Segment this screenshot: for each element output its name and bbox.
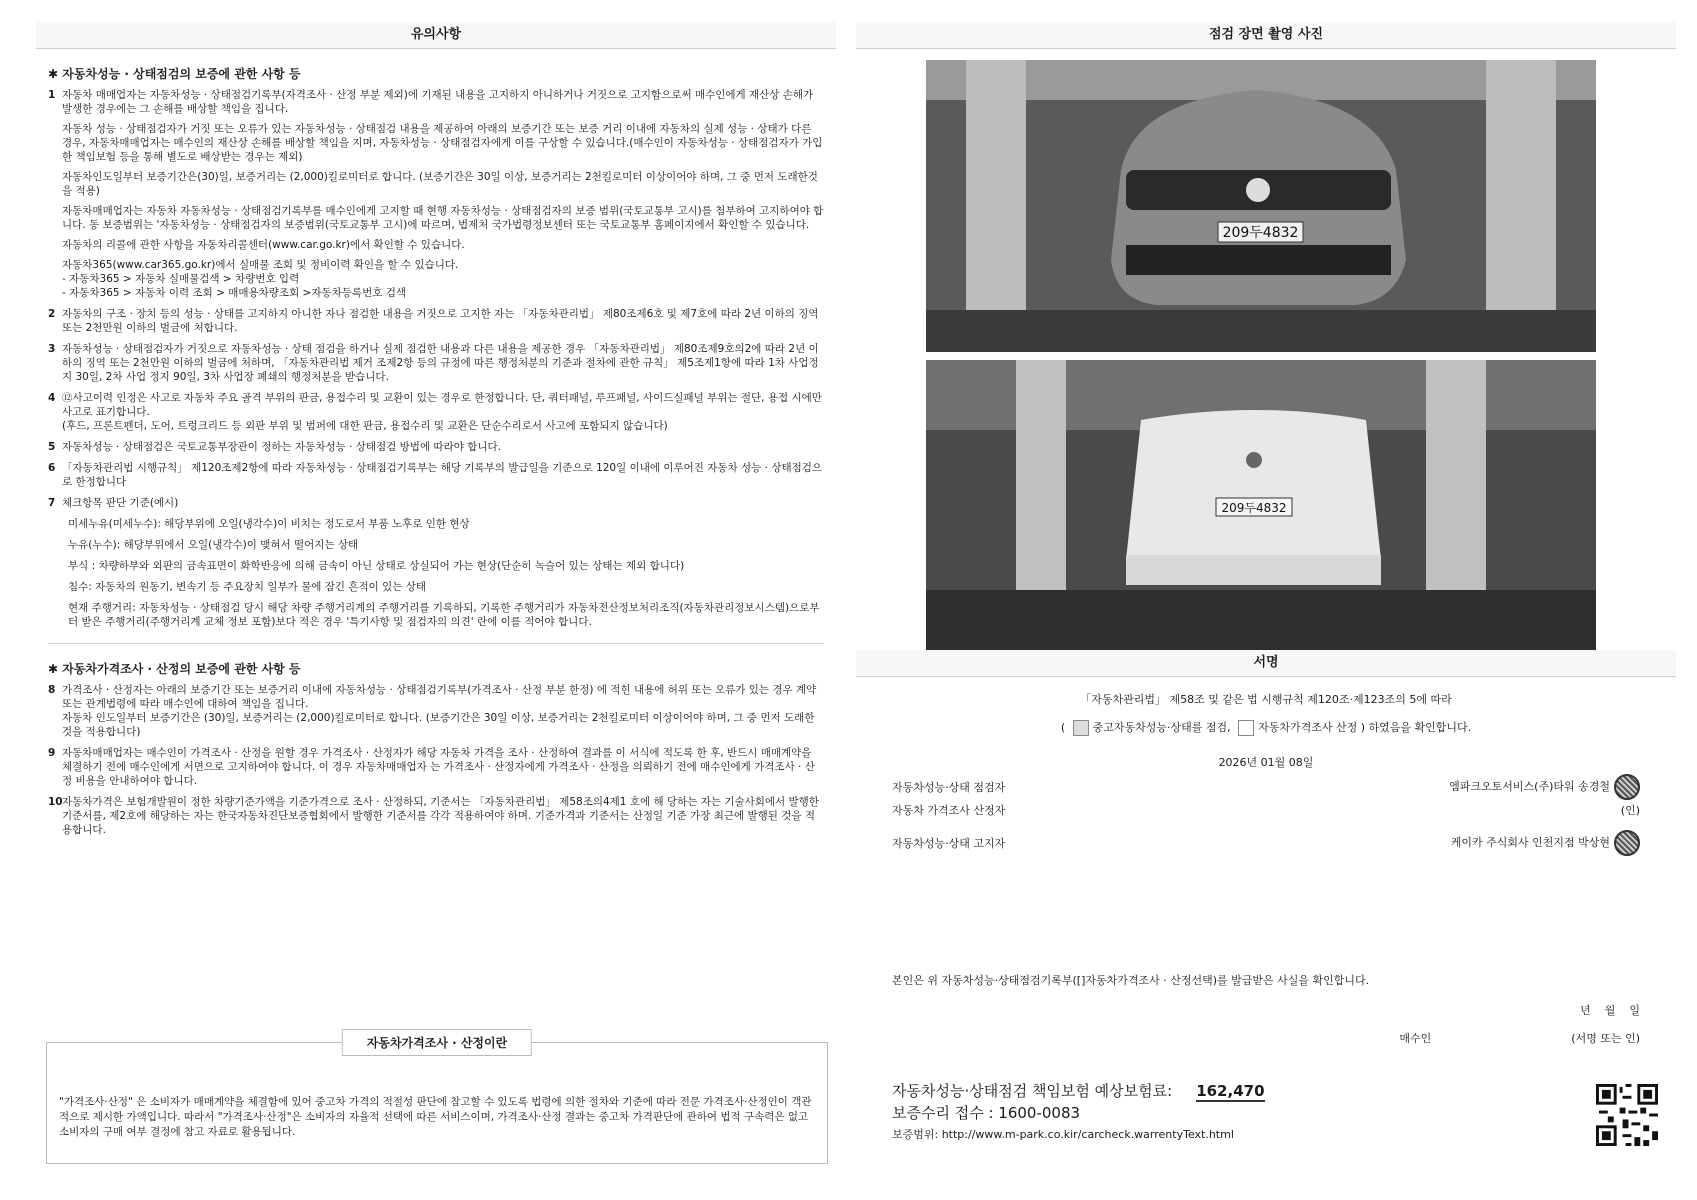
notice-item-4 [48, 391, 824, 433]
item-paragraph: 자동차 매매업자는 자동차성능 · 상태점검기록부(자격조사 · 산정 부분 제외)에 기재된 내용을 고지하지 아니하거나 거짓으로 고지함으로써 매수인에게 재산상 손해가 발생한 경우에는 그 손해를 배상할 책임을 집니다. [62, 89, 814, 115]
buyer-label: 매수인 [1399, 1032, 1432, 1045]
item-number: 8 [48, 684, 56, 696]
item-number: 10 [48, 796, 63, 808]
price-checkbox[interactable] [1238, 720, 1254, 736]
insurance-block [892, 1080, 1265, 1146]
notice-item-1 [48, 88, 824, 300]
repair-line: 보증수리 접수 : 1600-0083 [892, 1104, 1081, 1122]
item-number: 6 [48, 462, 56, 474]
price-info-title: 자동차가격조사 · 산정이란 [342, 1029, 532, 1056]
section2-items [48, 683, 824, 837]
buyer-line [892, 1030, 1640, 1046]
criteria-item: 현재 주행거리: 자동차성능 · 상태점검 당시 해당 차량 주행거리계의 주행거리를 기록하되, 기록한 주행거리가 자동차전산정보처리조직(자동차관리정보시스템)으로부터 받은 주행거리(주행거리계 교체 정보 포함)보다 적은 경우 '특기사항 및 점검자의 의견' 란에 이를 적어야 합니다. [68, 602, 820, 628]
signer-value [1449, 774, 1640, 800]
confirm-line: ( 중고자동차성능·상태를 점검, 자동차가격조사 산정 ) 하였음을 확인합니다. [1060, 721, 1472, 734]
signer-value [1451, 830, 1640, 856]
item-paragraph: 자동차성능 · 상태점검자가 거짓으로 자동차성능 · 상태 점검을 하거나 실제 점검한 내용과 다른 내용을 제공한 경우 「자동차관리법」 제80조제9호의2에 따라 2년 이하의 징역 또는 2천만원 이하의 벌금에 처하며, 「자동차관리법 제거 조제2항 등의 규정에 따른 행정처분의 기준과 절차에 관한 규칙」 제5조제1항에 따라 1차 사업정지 30일, 2차 사업 정지 90일, 3차 사업장 폐쇄의 행정처분을 받습니다. [62, 343, 819, 383]
item-paragraph: 자동차매매업자는 매수인이 가격조사 · 산정을 원할 경우 가격조사 · 산정자가 해당 자동차 가격을 조사 · 산정하여 결과를 이 서식에 적도록 한 후, 반드시 매매계약을 체결하기 전에 매수인에게 서면으로 고지하여야 합니다. 이 경우 자동차매매업자 는 가격조사 · 산정자에게 가격조사 · 산정을 의뢰하기 전에 매수인에게 가격조사 · 산정 비용을 안내하여야 합니다. [62, 747, 815, 787]
signer-label: 자동차성능·상태 점검자 [892, 781, 1006, 794]
item-paragraph: 자동차의 리콜에 관한 사항을 자동차리콜센터(www.car.go.kr)에서 확인할 수 있습니다. [62, 239, 465, 251]
rear-plate-text: 209두4832 [1221, 501, 1287, 515]
item-paragraph: 자동차가격은 보험개발원이 정한 차량기준가액을 기준가격으로 조사 · 산정하되, 기준서는 「자동차관리법」 제58조의4제1 호에 해 당하는 자는 기술사회에서 발행한기준서를, 제2호에 해당하는 자는 한국자동차진단보증협회에서 발행한 기준서를 각각 적용하여야 하며. 기준가격과 기준서는 산정일 기준 가장 최근에 발행된 것을 적용합니다. [62, 796, 819, 836]
item-number: 7 [48, 497, 56, 509]
signer-name: 엠파크오토서비스(주)타워 송경철 [1449, 780, 1610, 793]
notice-item-8 [48, 683, 824, 739]
notice-item-2 [48, 307, 824, 335]
signer-row [892, 830, 1640, 856]
scope-link[interactable]: 보증범위: http://www.m-park.co.kir/carcheck.warrentyText.html [892, 1128, 1234, 1141]
insurance-amount: 162,470 [1196, 1082, 1265, 1100]
inspection-checkbox[interactable] [1073, 720, 1089, 736]
signature-section [856, 650, 1676, 770]
item-number: 2 [48, 308, 56, 320]
inspection-photo-rear [926, 360, 1596, 652]
signer-label: 자동차 가격조사 산정자 [892, 804, 1006, 817]
inspection-photo-front [926, 60, 1596, 352]
front-plate-text: 209두4832 [1222, 225, 1299, 241]
item-paragraph: 가격조사 · 산정자는 아래의 보증기간 또는 보증거리 이내에 자동차성능 · 상태점검기록부(가격조사 · 산정 부분 한정) 에 적힌 내용에 허위 또는 오류가 있는 경우 계약 또는 관계법령에 따라 매수인에 대하여 책임을 집니다. 자동차 인도일부터 보증기간은 (30)일, 보증거리는 (2,000)킬로미터로 합니다. (보증기간은 30일 이상, 보증거리는 2천킬로미터 이상이어야 하며, 그 중 먼저 도래한 것을 적용합니다) [62, 684, 817, 738]
signer-value [1621, 802, 1640, 818]
criteria-item: 부식 : 차량하부와 외판의 금속표면이 화학반응에 의해 금속이 아닌 상태로 상실되어 가는 현상(단순히 녹슬어 있는 상태는 제외 합니다) [68, 560, 685, 572]
seal-stamp-icon [1614, 774, 1640, 800]
notice-item-6 [48, 461, 824, 489]
item-number: 9 [48, 747, 56, 759]
price-info-box [46, 1036, 828, 1164]
signer-row [892, 774, 1640, 800]
item-paragraph: 자동차인도일부터 보증기간은(30)일, 보증거리는 (2,000)킬로미터로 합니다. (보증기간은 30일 이상, 보증거리는 2천킬로미터 이상이어야 하며, 그 중 먼저 도래한것을 적용) [62, 171, 818, 197]
item-number: 1 [48, 89, 56, 101]
notice-content [36, 49, 836, 837]
notice-item-9 [48, 746, 824, 788]
rear-car-photo [926, 360, 1596, 652]
item-paragraph: 자동차매매업자는 자동차 자동차성능 · 상태점검기록부를 매수인에게 고지할 때 현행 자동차성능 · 상태점검자의 보증 범위(국토교통부 고시)를 첨부하여 고지하여야 합니다. 동 보증범위는 '자동차성능 · 상태점검자의 보증범위(국토교통부 고시)에 따르며, 법제처 국가법령정보센터 또는 국토교통부 홈페이지에서 확인할 수 있습니다. [62, 205, 824, 231]
qr-code-icon [1596, 1084, 1658, 1146]
seal-stamp-icon [1614, 830, 1640, 856]
item-paragraph: 체크항목 판단 기준(예시) [62, 497, 179, 509]
section1-items [48, 88, 824, 510]
notice-item-3 [48, 342, 824, 384]
buyer-sign: (서명 또는 인) [1571, 1032, 1640, 1045]
notice-item-5 [48, 440, 824, 454]
ymd-line: 년 월 일 [1580, 1004, 1640, 1017]
notice-column [36, 22, 836, 1182]
item-paragraph: 자동차 성능 · 상태점검자가 거짓 또는 오류가 있는 자동차성능 · 상태점검 내용을 제공하여 아래의 보증기간 또는 보증 거리 이내에 자동차의 실제 성능 · 상태가 다른 경우, 자동차매매업자는 매수인의 재산상 손해를 배상할 책임을 지며, 자동차성능 · 상태점검자에게 이를 구상할 수 있습니다.(매수인이 자동차성능 · 상태점검자가 가입한 책임보험 등을 통해 별도로 배상받는 경우는 제외) [62, 123, 823, 163]
item-body [62, 342, 824, 384]
criteria-item: 누유(누수): 해당부위에서 오일(냉각수)이 맺혀서 떨어지는 상태 [68, 539, 359, 551]
notice-item-7 [48, 496, 824, 510]
notice-item-10 [48, 795, 824, 837]
photo-header: 점검 장면 촬영 사진 [856, 22, 1676, 49]
item-body [62, 307, 824, 335]
item-body [62, 683, 824, 739]
signer-row [892, 802, 1640, 818]
price-info-text: "가격조사·산정" 은 소비자가 매매계약을 체결함에 있어 중고차 가격의 적절성 판단에 참고할 수 있도록 법령에 의한 절차와 기준에 따라 전문 가격조사·산정인이 객관적으로 제시한 가액입니다. 따라서 "가격조사·산정"은 소비자의 자율적 선택에 따른 서비스이며, 가격조사·산정 결과는 중고차 가격판단에 관하여 법적 구속력은 없고 소비자의 구매 여부 결정에 참고 자료로 활용됩니다. [59, 1096, 812, 1138]
section1-title: ✱ 자동차성능 · 상태점검의 보증에 관한 사항 등 [48, 67, 301, 81]
item-paragraph: 「자동차관리법 시행규칙」 제120조제2항에 따라 자동차성능 · 상태점검기록부는 해당 기록부의 발급일을 기준으로 120일 이내에 이루어진 자동차 성능 · 상태점검으로 한정합니다 [62, 462, 823, 488]
item-number: 5 [48, 441, 56, 453]
item-number: 3 [48, 343, 56, 355]
issue-confirm: 본인은 위 자동차성능·상태점검기록부([]자동차가격조사 · 산정선택)를 발급받은 사실을 확인합니다. [892, 974, 1370, 987]
item-paragraph: 자동차성능 · 상태점검은 국토교통부장관이 정하는 자동차성능 · 상태점검 방법에 따라야 합니다. [62, 441, 501, 453]
signer-name: 케이카 주식회사 인천지점 박상현 [1450, 836, 1610, 849]
sign-date: 2026년 01월 08일 [1218, 756, 1314, 769]
item-body [62, 440, 824, 454]
item-number: 4 [48, 392, 56, 404]
item-body [62, 496, 824, 510]
insurance-label: 자동차성능·상태점검 책임보험 예상보험료: [892, 1082, 1173, 1100]
divider [48, 643, 824, 644]
notice-header: 유의사항 [36, 22, 836, 49]
item-body [62, 746, 824, 788]
photo-sign-column [856, 22, 1676, 1182]
signer-name: (인) [1620, 804, 1640, 817]
item-body [62, 795, 824, 837]
criteria-item: 미세누유(미세누수): 해당부위에 오일(냉각수)이 비치는 정도로서 부품 노후로 인한 현상 [68, 518, 470, 530]
criteria-item: 침수: 자동차의 원동기, 변속기 등 주요장치 일부가 물에 잠긴 흔적이 있는 상태 [68, 581, 427, 593]
criteria-list [68, 517, 824, 629]
item-body [62, 88, 824, 300]
sign-header: 서명 [856, 650, 1676, 677]
item-paragraph: 자동차의 구조 · 장치 등의 성능 · 상태를 고지하지 아니한 자나 점검한 내용을 거짓으로 고지한 자는 「자동차관리법」 제80조제6호 및 제7호에 따라 2년 이하의 징역 또는 2천만원 이하의 벌금에 처합니다. [62, 308, 819, 334]
item-body [62, 461, 824, 489]
item-body [62, 391, 824, 433]
document-page [36, 22, 1676, 1182]
law-text: 「자동차관리법」 제58조 및 같은 법 시행규칙 제120조·제123조의 5에 따라 [1080, 693, 1452, 706]
item-paragraph: ⑫사고이력 인정은 사고로 자동차 주요 골격 부위의 판금, 용접수리 및 교환이 있는 경우로 한정합니다. 단, 쿼터패널, 루프패널, 사이드실패널 부위는 절단, 용접 시에만 사고로 표기합니다. (후드, 프론트펜더, 도어, 트렁크리드 등 외판 부위 및 범퍼에 대한 판금, 용접수리 및 교환은 단순수리로서 사고에 포함되지 않습니다) [62, 392, 822, 432]
front-car-photo [926, 60, 1596, 352]
item-paragraph: 자동차365(www.car365.go.kr)에서 실매물 조회 및 정비이력 확인을 할 수 있습니다. - 자동차365 > 자동차 실매물검색 > 차량번호 입력 - 자동차365 > 자동차 이력 조회 > 매매용차량조회 >자동차등록번호 검색 [62, 259, 459, 299]
signer-label: 자동차성능·상태 고지자 [892, 837, 1006, 850]
section2-title: ✱ 자동차가격조사 · 산정의 보증에 관한 사항 등 [48, 662, 301, 676]
